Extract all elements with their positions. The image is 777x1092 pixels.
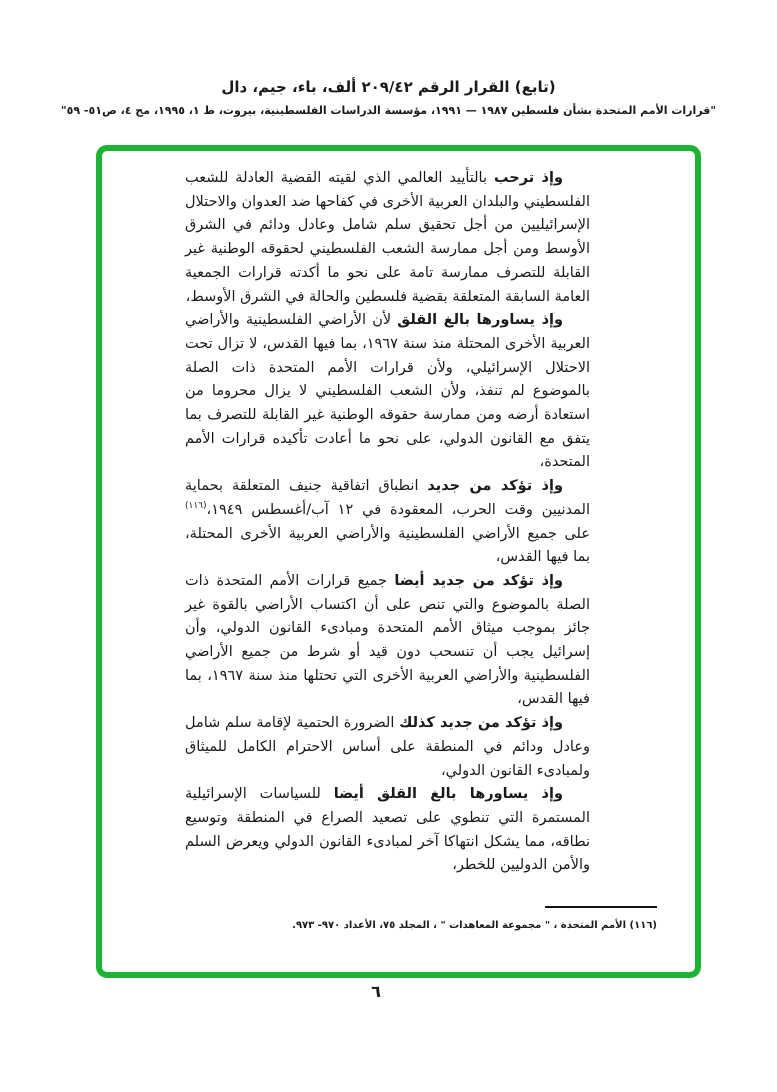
footnote-text: (١١٦) الأمم المتحدة ، " مجموعة المعاهدات " ، المجلد ٧٥، الأعداد ٩٧٠- ٩٧٣.	[292, 920, 657, 931]
paragraph: وإذ تؤكد من جديد أيضا جميع قرارات الأمم المتحدة ذات الصلة بالموضوع والتي تنص على أن اكتساب الأراضي بالقوة غير جائز بموجب ميثاق الأمم المتحدة ومبادىء القانون الدولي، وأن إسرائيل يجب أن تنسحب دون قيد أو شرط من جميع الأراضي الفلسطينية والأراضي العربية الأخرى التي تحتلها منذ سنة ١٩٦٧، بما فيها القدس،	[185, 572, 590, 708]
paragraph: وإذ تؤكد من جديد كذلك الضرورة الحتمية لإقامة سلم شامل وعادل ودائم في المنطقة على أساس الاحترام الكامل للميثاق ولمبادىء القانون الدولي،	[185, 715, 590, 779]
paragraph-lead-phrase: وإذ تؤكد من جديد	[427, 478, 563, 495]
body-paragraphs	[185, 167, 590, 878]
paragraph-lead-phrase: وإذ يساورها بالغ القلق أيضا	[333, 786, 563, 803]
page-number: ٦	[371, 982, 381, 1001]
paragraph: وإذ ترحب بالتأييد العالمي الذي لقيته القضية العادلة للشعب الفلسطيني والبلدان العربية الأخرى في كفاحها ضد العدوان والاحتلال الإسرائيليين من أجل تحقيق سلم شامل وعادل ودائم في الشرق الأوسط ومن أجل ممارسة الشعب الفلسطيني لحقوقه الوطنية غير القابلة للتصرف ممارسة تامة على نحو ما أكدته قرارات الجمعية العامة السابقة المتعلقة بقضية فلسطين والحالة في الشرق الأوسط،	[185, 170, 590, 305]
paragraph: وإذ يساورها بالغ القلق أيضا للسياسات الإسرائيلية المستمرة التي تنطوي على تصعيد الصراع في المنطقة وتوسيع نطاقه، مما يشكل انتهاكا آخر لمبادىء القانون الدولي ويعرض السلم والأمن الدوليين للخطر،	[185, 786, 590, 874]
resolution-title: (تابع) القرار الرقم ٢٠٩/٤٢ ألف، باء، جيم، دال	[221, 78, 556, 96]
paragraph-lead-phrase: وإذ تؤكد من جديد أيضا	[394, 572, 563, 589]
footnote-reference-mark: (١١٦)	[185, 500, 207, 511]
paragraph-lead-phrase: وإذ يساورها بالغ القلق	[397, 312, 563, 329]
paragraph-lead-phrase: وإذ تؤكد من جديد كذلك	[399, 715, 563, 732]
footnote-separator-line	[545, 906, 657, 908]
paragraph: وإذ يساورها بالغ القلق لأن الأراضي الفلسطينية والأراضي العربية الأخرى المحتلة منذ سنة ١٩٦٧، بما فيها القدس، لا تزال تحت الاحتلال الإسرائيلي، ولأن قرارات الأمم المتحدة ذات الصلة بالموضوع لم تنفذ، ولأن الشعب الفلسطيني لا يزال محروما من استعادة أرضه ومن ممارسة حقوقه الوطنية غير القابلة للتصرف بما يتفق مع القانون الدولي، على نحو ما أعادت تأكيده قرارات الأمم المتحدة،	[185, 312, 590, 471]
paragraph: وإذ تؤكد من جديد انطباق اتفاقية جنيف المتعلقة بحماية المدنيين وقت الحرب، المعقودة في ١٢ آب/أغسطس ١٩٤٩،$^{(١١٦)}$ على جميع الأراضي الفلسطينية والأراضي العربية الأخرى المحتلة، بما فيها القدس،	[185, 478, 590, 566]
paragraph-lead-phrase: وإذ ترحب	[493, 170, 563, 186]
source-citation-line: "قرارات الأمم المتحدة بشأن فلسطين ١٩٨٧ — ١٩٩١، مؤسسة الدراسات الفلسطينية، بيروت، ط ١، ١٩٩٥، مج ٤، ص٥١- ٥٩"	[60, 104, 717, 117]
